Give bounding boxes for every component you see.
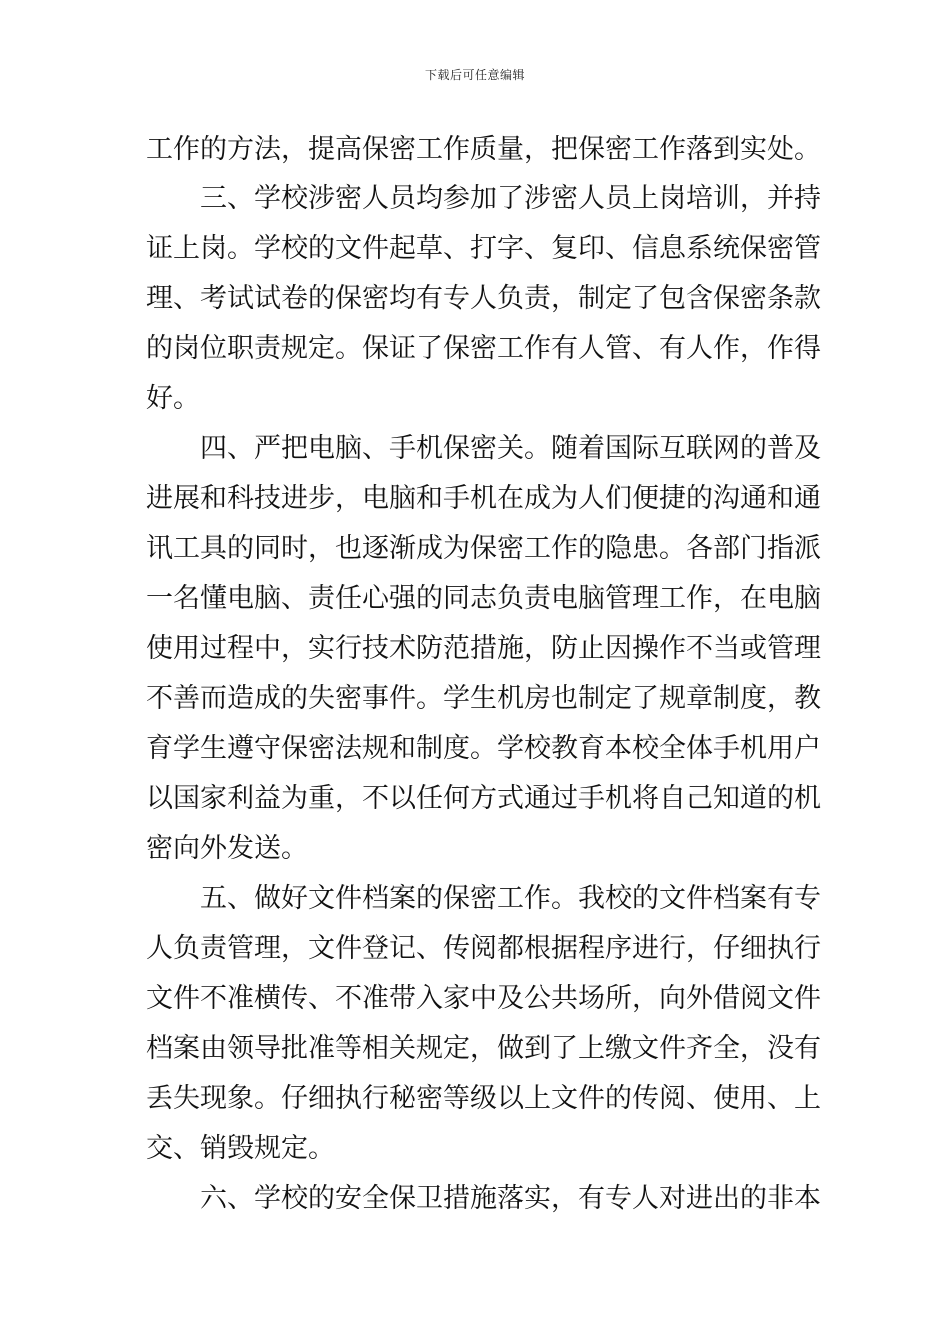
text-line-6 bbox=[0, 381, 950, 417]
line-text: 密向外发送。 bbox=[146, 833, 308, 864]
line-text: 好。 bbox=[146, 383, 200, 414]
line-text: 六、学校的安全保卫措施落实，有专人对进出的非本 bbox=[200, 1183, 821, 1214]
line-text: 使用过程中，实行技术防范措施，防止因操作不当或管理 bbox=[146, 633, 821, 664]
text-line-7 bbox=[0, 431, 950, 467]
text-line-22 bbox=[0, 1181, 950, 1217]
text-line-9 bbox=[0, 531, 950, 567]
text-line-15 bbox=[0, 831, 950, 867]
text-line-17 bbox=[0, 931, 950, 967]
text-line-18 bbox=[0, 981, 950, 1017]
line-text: 三、学校涉密人员均参加了涉密人员上岗培训，并持 bbox=[200, 183, 821, 214]
text-line-1 bbox=[0, 132, 950, 168]
text-line-21 bbox=[0, 1131, 950, 1167]
text-line-8 bbox=[0, 481, 950, 517]
text-line-2 bbox=[0, 181, 950, 217]
text-line-14 bbox=[0, 781, 950, 817]
line-text: 进展和科技进步，电脑和手机在成为人们便捷的沟通和通 bbox=[146, 483, 821, 514]
text-line-5 bbox=[0, 331, 950, 367]
line-text: 理、考试试卷的保密均有专人负责，制定了包含保密条款 bbox=[146, 283, 821, 314]
text-line-16 bbox=[0, 881, 950, 917]
line-text: 四、严把电脑、手机保密关。随着国际互联网的普及 bbox=[200, 433, 821, 464]
line-text: 证上岗。学校的文件起草、打字、复印、信息系统保密管 bbox=[146, 233, 821, 264]
line-text: 交、销毁规定。 bbox=[146, 1133, 335, 1164]
line-text: 育学生遵守保密法规和制度。学校教育本校全体手机用户 bbox=[146, 733, 821, 764]
text-line-13 bbox=[0, 731, 950, 767]
line-text: 工作的方法，提高保密工作质量，把保密工作落到实处。 bbox=[146, 134, 821, 165]
text-line-11 bbox=[0, 631, 950, 667]
line-text: 以国家利益为重，不以任何方式通过手机将自己知道的机 bbox=[146, 783, 821, 814]
text-line-20 bbox=[0, 1081, 950, 1117]
line-text: 文件不准横传、不准带入家中及公共场所，向外借阅文件 bbox=[146, 983, 821, 1014]
line-text: 不善而造成的失密事件。学生机房也制定了规章制度，教 bbox=[146, 683, 821, 714]
text-line-10 bbox=[0, 581, 950, 617]
text-line-3 bbox=[0, 231, 950, 267]
text-line-4 bbox=[0, 281, 950, 317]
line-text: 人负责管理，文件登记、传阅都根据程序进行，仔细执行 bbox=[146, 933, 821, 964]
line-text: 五、做好文件档案的保密工作。我校的文件档案有专 bbox=[200, 883, 821, 914]
text-line-19 bbox=[0, 1031, 950, 1067]
page-header: 下载后可任意编辑 bbox=[424, 68, 525, 82]
line-text: 讯工具的同时，也逐渐成为保密工作的隐患。各部门指派 bbox=[146, 533, 821, 564]
text-line-12 bbox=[0, 681, 950, 717]
line-text: 的岗位职责规定。保证了保密工作有人管、有人作，作得 bbox=[146, 333, 821, 364]
line-text: 一名懂电脑、责任心强的同志负责电脑管理工作，在电脑 bbox=[146, 583, 821, 614]
line-text: 档案由领导批准等相关规定，做到了上缴文件齐全，没有 bbox=[146, 1033, 821, 1064]
line-text: 丢失现象。仔细执行秘密等级以上文件的传阅、使用、上 bbox=[146, 1083, 821, 1114]
